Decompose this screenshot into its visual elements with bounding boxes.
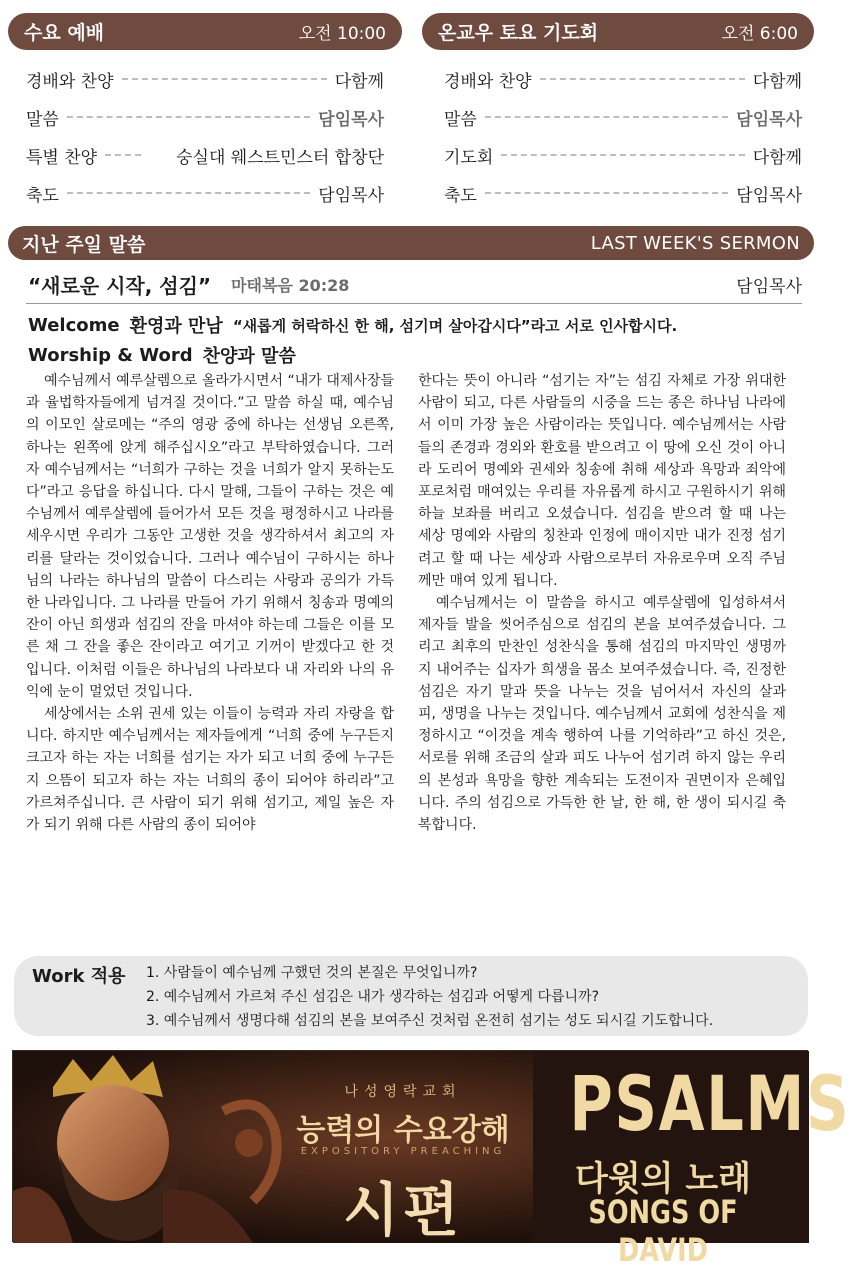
wednesday-service-title: 수요 예배 (24, 22, 105, 44)
work-item: 3. 예수님께서 생명다해 섬김의 본을 보여주신 것처럼 온전히 섬기는 성도 되시길 기도합니다. (146, 1013, 714, 1029)
sermon-reference: 마태복음 20:28 (231, 275, 350, 295)
saturday-service-time: 오전 6:00 (721, 24, 798, 44)
saturday-service-title: 온교우 토요 기도회 (438, 22, 599, 44)
worship-heading: Worship & Word 찬양과 말씀 (28, 344, 296, 367)
songs-of-david-en: SONGS OF DAVID (588, 1193, 738, 1269)
wednesday-order (26, 66, 384, 206)
order-row: 경배와 찬양 다함께 (444, 71, 802, 92)
saturday-order (444, 66, 802, 206)
sermon-title: “새로운 시작, 섬김” (28, 273, 212, 298)
psalms-series-banner (12, 1050, 850, 1269)
sermon-body-right (418, 370, 786, 836)
book-title-ko: 시편 (342, 1176, 464, 1244)
wednesday-service-time: 오전 10:00 (298, 24, 386, 44)
wednesday-service-header (8, 13, 402, 50)
songs-of-david-ko: 다윗의 노래 (574, 1159, 752, 1199)
work-item: 2. 예수님께서 가르쳐 주신 섬김은 내가 생각하는 섬김과 어떻게 다릅니까? (146, 989, 600, 1005)
sermon-body-left (26, 370, 394, 836)
series-title: 능력의 수요강해 (296, 1113, 510, 1148)
order-row: 경배와 찬양 다함께 (26, 71, 384, 92)
psalms-title: PSALMS (569, 1059, 850, 1148)
church-name: 나성영락교회 (344, 1084, 462, 1100)
order-row: 기도회 다함께 (444, 147, 802, 168)
saturday-service-header (422, 13, 814, 50)
work-item: 1. 사람들이 예수님께 구했던 것의 본질은 무엇입니까? (146, 965, 478, 981)
sermon-preacher: 담임목사 (736, 276, 802, 297)
order-row: 축도 담임목사 (26, 185, 384, 206)
welcome-line: Welcome 환영과 만남 “새롭게 허락하신 한 해, 섬기며 살아갑시다”라고 서로 인사합시다. (28, 314, 678, 337)
order-row: 축도 담임목사 (444, 185, 802, 206)
order-row: 특별 찬양 숭실대 웨스트민스터 합창단 (26, 147, 384, 168)
order-row: 말씀 담임목사 (444, 109, 802, 130)
sermon-section-title: 지난 주일 말씀 (22, 233, 146, 256)
order-row: 말씀 담임목사 (26, 109, 384, 130)
sermon-section-title-en: LAST WEEK'S SERMON (590, 232, 800, 254)
work-label: Work 적용 (32, 966, 126, 987)
sermon-title-row (28, 268, 802, 300)
sermon-paragraph: 예수님께서 예루살렘으로 올라가시면서 “내가 대제사장들과 율법학자들에게 넘겨질 것이다.”고 말씀 하실 때, 예수님의 이모인 살로메는 “주의 영광 중에 하나는 선생님 오른쪽, 하나는 왼쪽에 앉게 해주십시오”라고 부탁하였습니다. 그러자 예수님께서는 “너희가 구하는 것을 너희가 알지 못하는도다”라고 응답을 하십니다. 다시 말해, 그들이 구하는 것은 예수님께서 예루살렘에 들어가서 모든 것을 평정하시고 나라를 세우시면 우리가 그동안 고생한 것을 생각하셔서 최고의 자리를 달라는 것이었습니다. 그러나 예수님이 구하시는 하나님의 나라는 하나님의 말씀이 다스리는 사랑과 공의가 가득한 나라입니다. 그 나라를 만들어 가기 위해서 칭송과 명예의 잔이 아닌 희생과 섬김의 잔을 마셔야 하는데 그들은 이를 모른 채 그 잔을 좋은 잔이라고 여기고 기꺼이 받겠다고 한 것입니다. 이처럼 이들은 하나님의 나라보다 내 자리와 나의 유익에 눈이 멀었던 것입니다. (26, 373, 394, 700)
sermon-paragraph: 세상에서는 소위 권세 있는 이들이 능력과 자리 자랑을 합니다. 하지만 예수님께서는 제자들에게 “너희 중에 누구든지 크고자 하는 자는 너희를 섬기는 자가 되고 너희 중에 누구든지 으뜸이 되고자 하는 자는 너희의 종이 되어야 하리라”고 가르쳐주십니다. 큰 사람이 되기 위해 섬기고, 제일 높은 자가 되기 위해 다른 사람의 종이 되어야 (26, 706, 394, 834)
sermon-paragraph: 예수님께서는 이 말씀을 하시고 예루살렘에 입성하셔서 제자들 발을 씻어주심으로 섬김의 본을 보여주셨습니다. 그리고 최후의 만찬인 성찬식을 통해 섬김의 마지막인 생명까지 내어주는 십자가 희생을 몸소 보여주셨습니다. 즉, 진정한 섬김은 자기 말과 뜻을 나누는 것을 넘어서서 자신의 살과 피, 생명을 나누는 것입니다. 예수님께서 교회에 성찬식을 제정하시고 “이것을 계속 행하여 나를 기억하라”고 하신 것은, 서로를 위해 조금의 살과 피도 나누어 섬기려 하지 않는 우리의 본성과 욕망을 향한 계속되는 도전이자 권면이자 은혜입니다. 주의 섬김으로 가득한 한 날, 한 해, 한 생이 되시길 축복합니다. (418, 595, 786, 834)
series-subtitle: EXPOSITORY PREACHING (300, 1146, 506, 1157)
sermon-paragraph: 한다는 뜻이 아니라 “섬기는 자”는 섬김 자체로 가장 위대한 사람이 되고, 다른 사람들의 시중을 드는 종은 하나님 나라에서 이미 가장 높은 사람이라는 뜻입니다. 예수님께서는 사람들의 존경과 경외와 환호를 받으려고 이 땅에 오신 것이 아니라 도리어 명예와 권세와 칭송에 취해 세상과 욕망과 죄악에 포로처럼 매여있는 우리를 자유롭게 하시고 구원하시기 위해 하늘 보좌를 버리고 오셨습니다. 섬김을 받으려 할 때 나는 세상 명예와 사람의 칭찬과 인정에 매이지만 내가 진정 섬기려고 할 때 나는 세상과 사람으로부터 자유로우며 오직 주님께만 매여 있게 됩니다. (418, 373, 786, 589)
divider (26, 303, 802, 304)
sermon-section-header (8, 226, 814, 260)
work-application-box (14, 956, 808, 1036)
